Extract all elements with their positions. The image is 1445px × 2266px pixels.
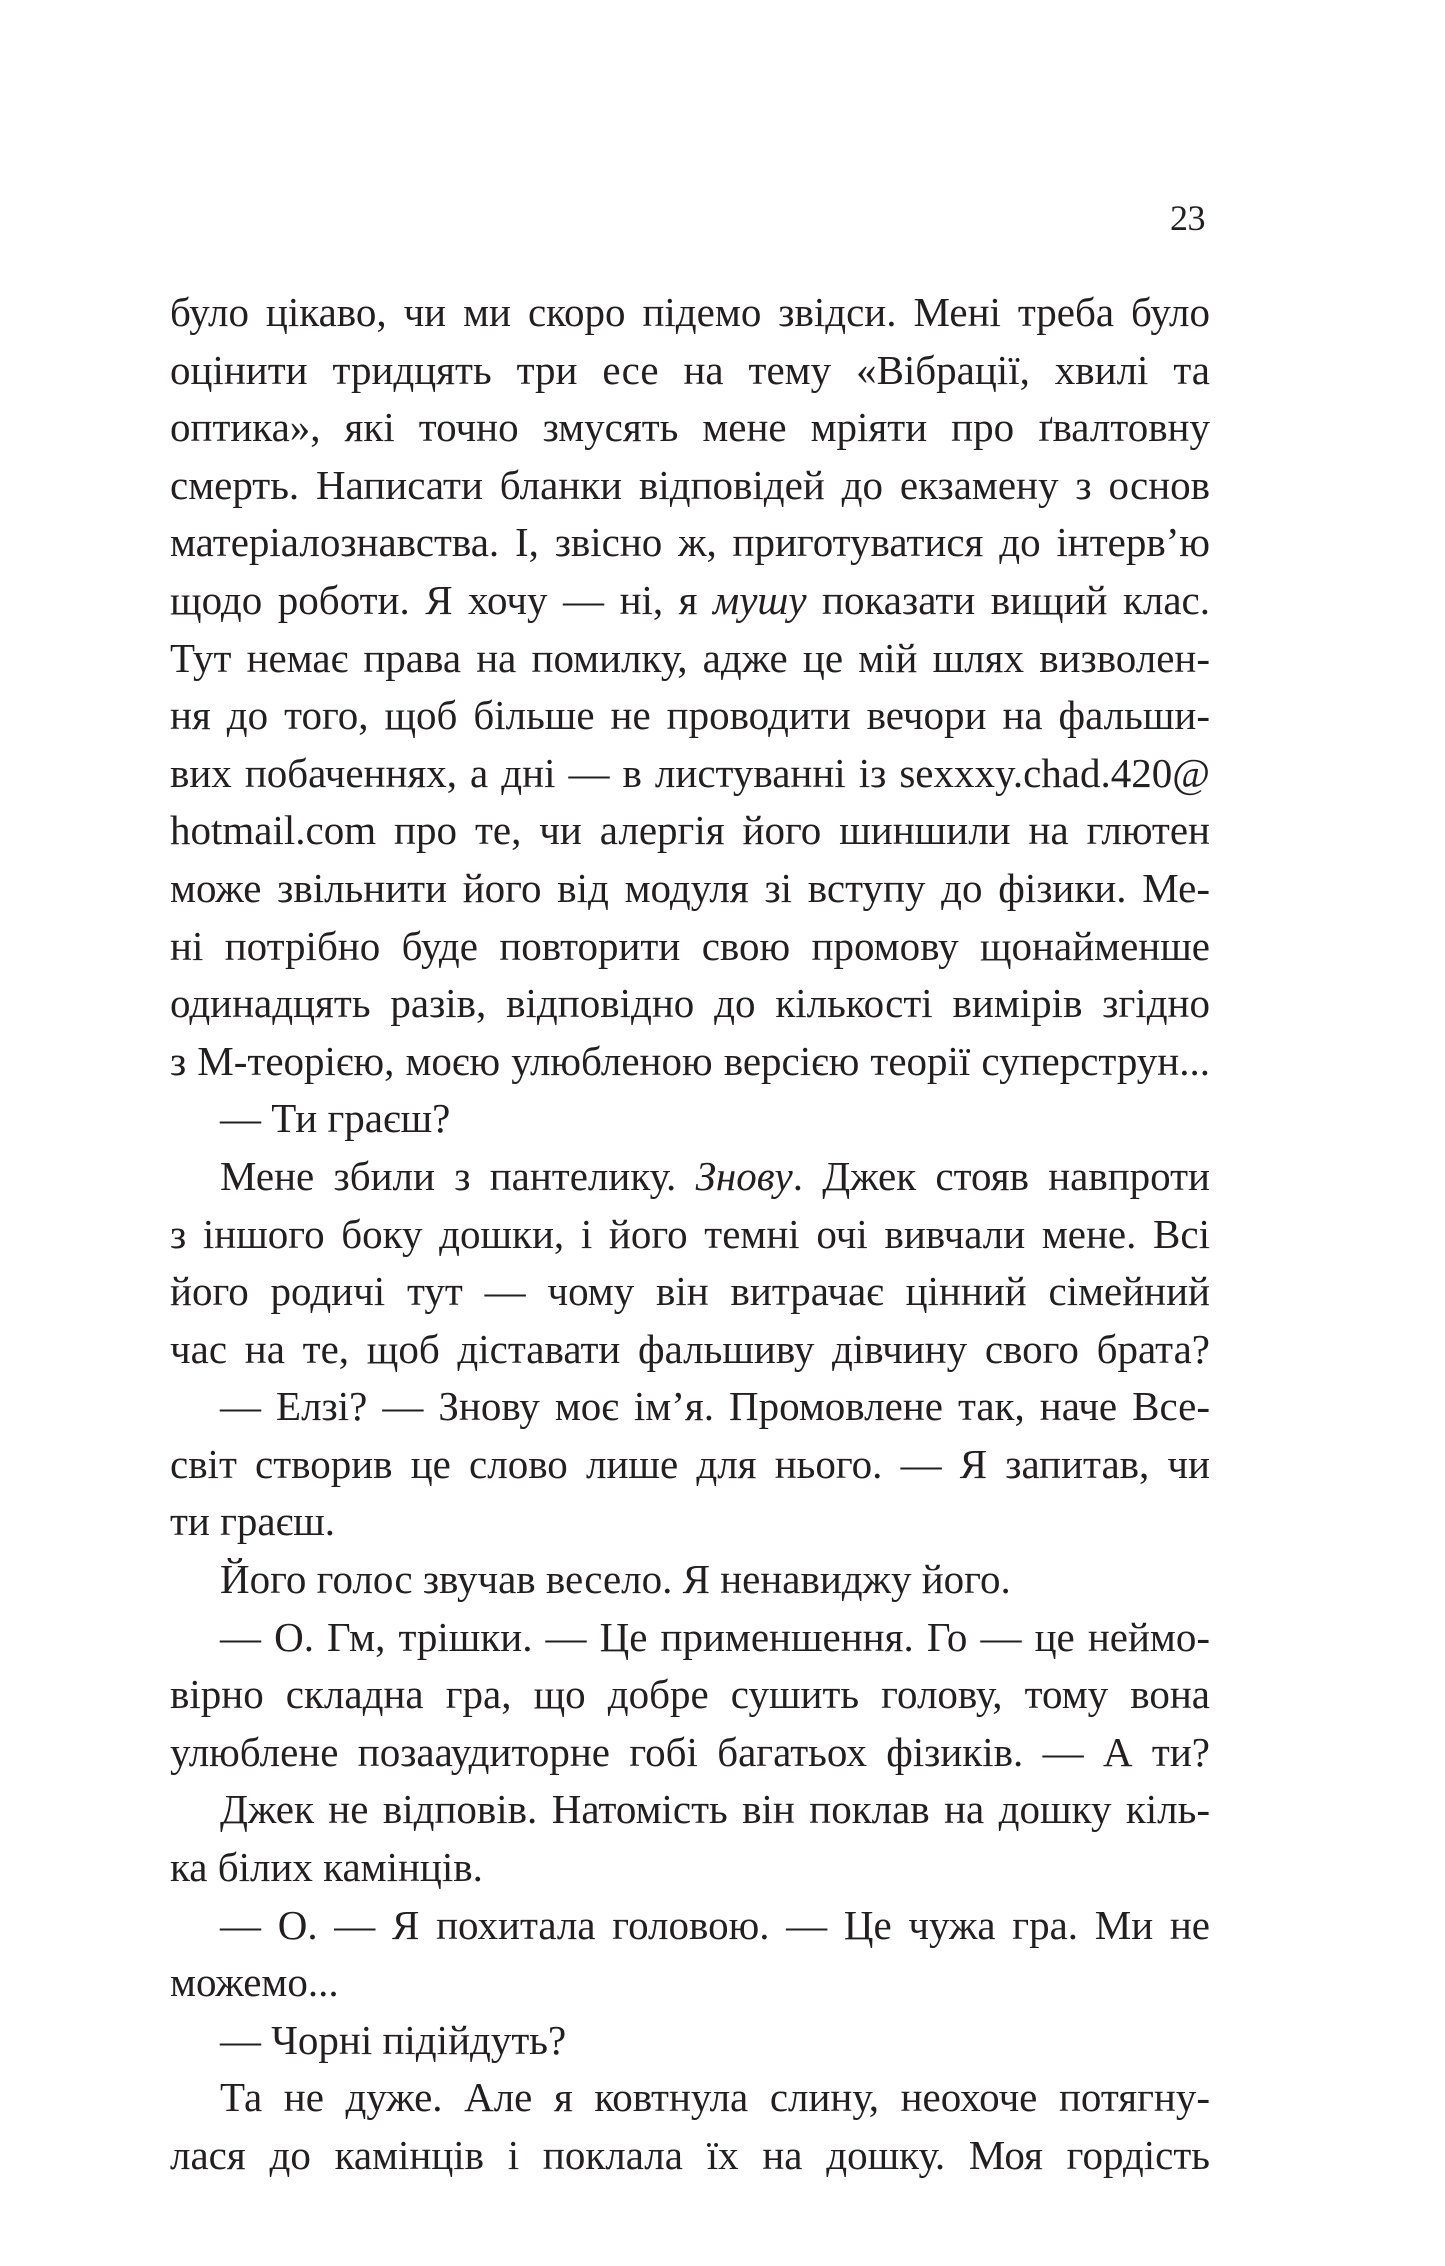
- text-line: можемо...: [170, 1959, 339, 2006]
- text-line: ка білих камінців.: [170, 1844, 483, 1891]
- text-line: вірно складна гра, що добре сушить голову, тому вона: [170, 1671, 1210, 1718]
- text-run: Мене збили з пантелику.: [220, 1152, 696, 1199]
- paragraph-start-line: Та не дуже. Але я ковтнула слину, неохоче потягну-: [220, 2074, 1210, 2121]
- text-line: Тут немає права на помилку, адже це мій шлях визволен-: [170, 634, 1210, 681]
- text-line: смерть. Написати бланки відповідей до екзамену з основ: [170, 461, 1210, 508]
- dialogue-line: — Ти граєш?: [220, 1095, 451, 1142]
- text-run: щодо роботи. Я хочу — ні, я: [170, 576, 714, 623]
- text-line: може звільнити його від модуля зі вступу до фізики. Ме-: [170, 864, 1210, 911]
- emphasis-text: Знову: [695, 1152, 793, 1199]
- text-line: одинадцять разів, відповідно до кількості вимірів згідно: [170, 980, 1210, 1027]
- dialogue-line: — Елзі? — Знову моє ім’я. Промовлене так, наче Все-: [220, 1383, 1210, 1430]
- paragraph-start-line: Його голос звучав весело. Я ненавиджу його.: [220, 1556, 1011, 1603]
- text-line: ня до того, щоб більше не проводити вечори на фальши-: [170, 692, 1210, 739]
- page-number: 23: [1170, 198, 1205, 238]
- text-run: показати вищий клас.: [806, 576, 1210, 623]
- text-line: ти граєш.: [170, 1498, 336, 1545]
- paragraph-start-line: Джек не відповів. Натомість він поклав на дошку кіль-: [220, 1786, 1210, 1833]
- text-line: було цікаво, чи ми скоро підемо звідси. Мені треба було: [170, 289, 1210, 335]
- text-line: з іншого боку дошки, і його темні очі вивчали мене. Всі: [170, 1210, 1210, 1257]
- text-line: лася до камінців і поклала їх на дошку. Моя гордість: [170, 2132, 1210, 2178]
- text-line: світ створив це слово лише для нього. — Я запитав, чи: [170, 1440, 1210, 1487]
- text-line: оцінити тридцять три есе на тему «Вібрації, хвилі та: [170, 346, 1210, 393]
- text-line: оптика», які точно змусять мене мріяти про ґвалтовну: [170, 404, 1210, 451]
- dialogue-line: — О. Гм, трішки. — Це применшення. Го — це неймо-: [220, 1613, 1210, 1660]
- paragraph-start-line: [170, 1148, 1210, 1206]
- text-line: вих побаченнях, а дні — в листуванні із sexxxy.chad.420@: [170, 749, 1210, 796]
- dialogue-line: — Чорні підійдуть?: [220, 2016, 567, 2063]
- body-text: [170, 284, 1210, 2185]
- text-line: його родичі тут — чому він витрачає цінний сімейний: [170, 1268, 1210, 1315]
- emphasis-text: мушу: [713, 576, 807, 623]
- text-line: з М-теорією, моєю улюбленою версією теорії суперструн...: [170, 1037, 1210, 1084]
- text-line: [170, 572, 1210, 630]
- text-line: матеріалознавства. І, звісно ж, приготуватися до інтерв’ю: [170, 519, 1210, 566]
- text-line: час на те, щоб діставати фальшиву дівчину свого брата?: [170, 1325, 1210, 1372]
- text-line: ні потрібно буде повторити свою промову щонайменше: [170, 922, 1210, 969]
- dialogue-line: — О. — Я похитала головою. — Це чужа гра. Ми не: [220, 1901, 1210, 1948]
- text-line: улюблене позааудиторне гобі багатьох фізиків. — А ти?: [170, 1728, 1210, 1775]
- text-run: . Джек стояв навпроти: [792, 1152, 1210, 1199]
- text-line: hotmail.com про те, чи алергія його шиншили на глютен: [170, 807, 1210, 854]
